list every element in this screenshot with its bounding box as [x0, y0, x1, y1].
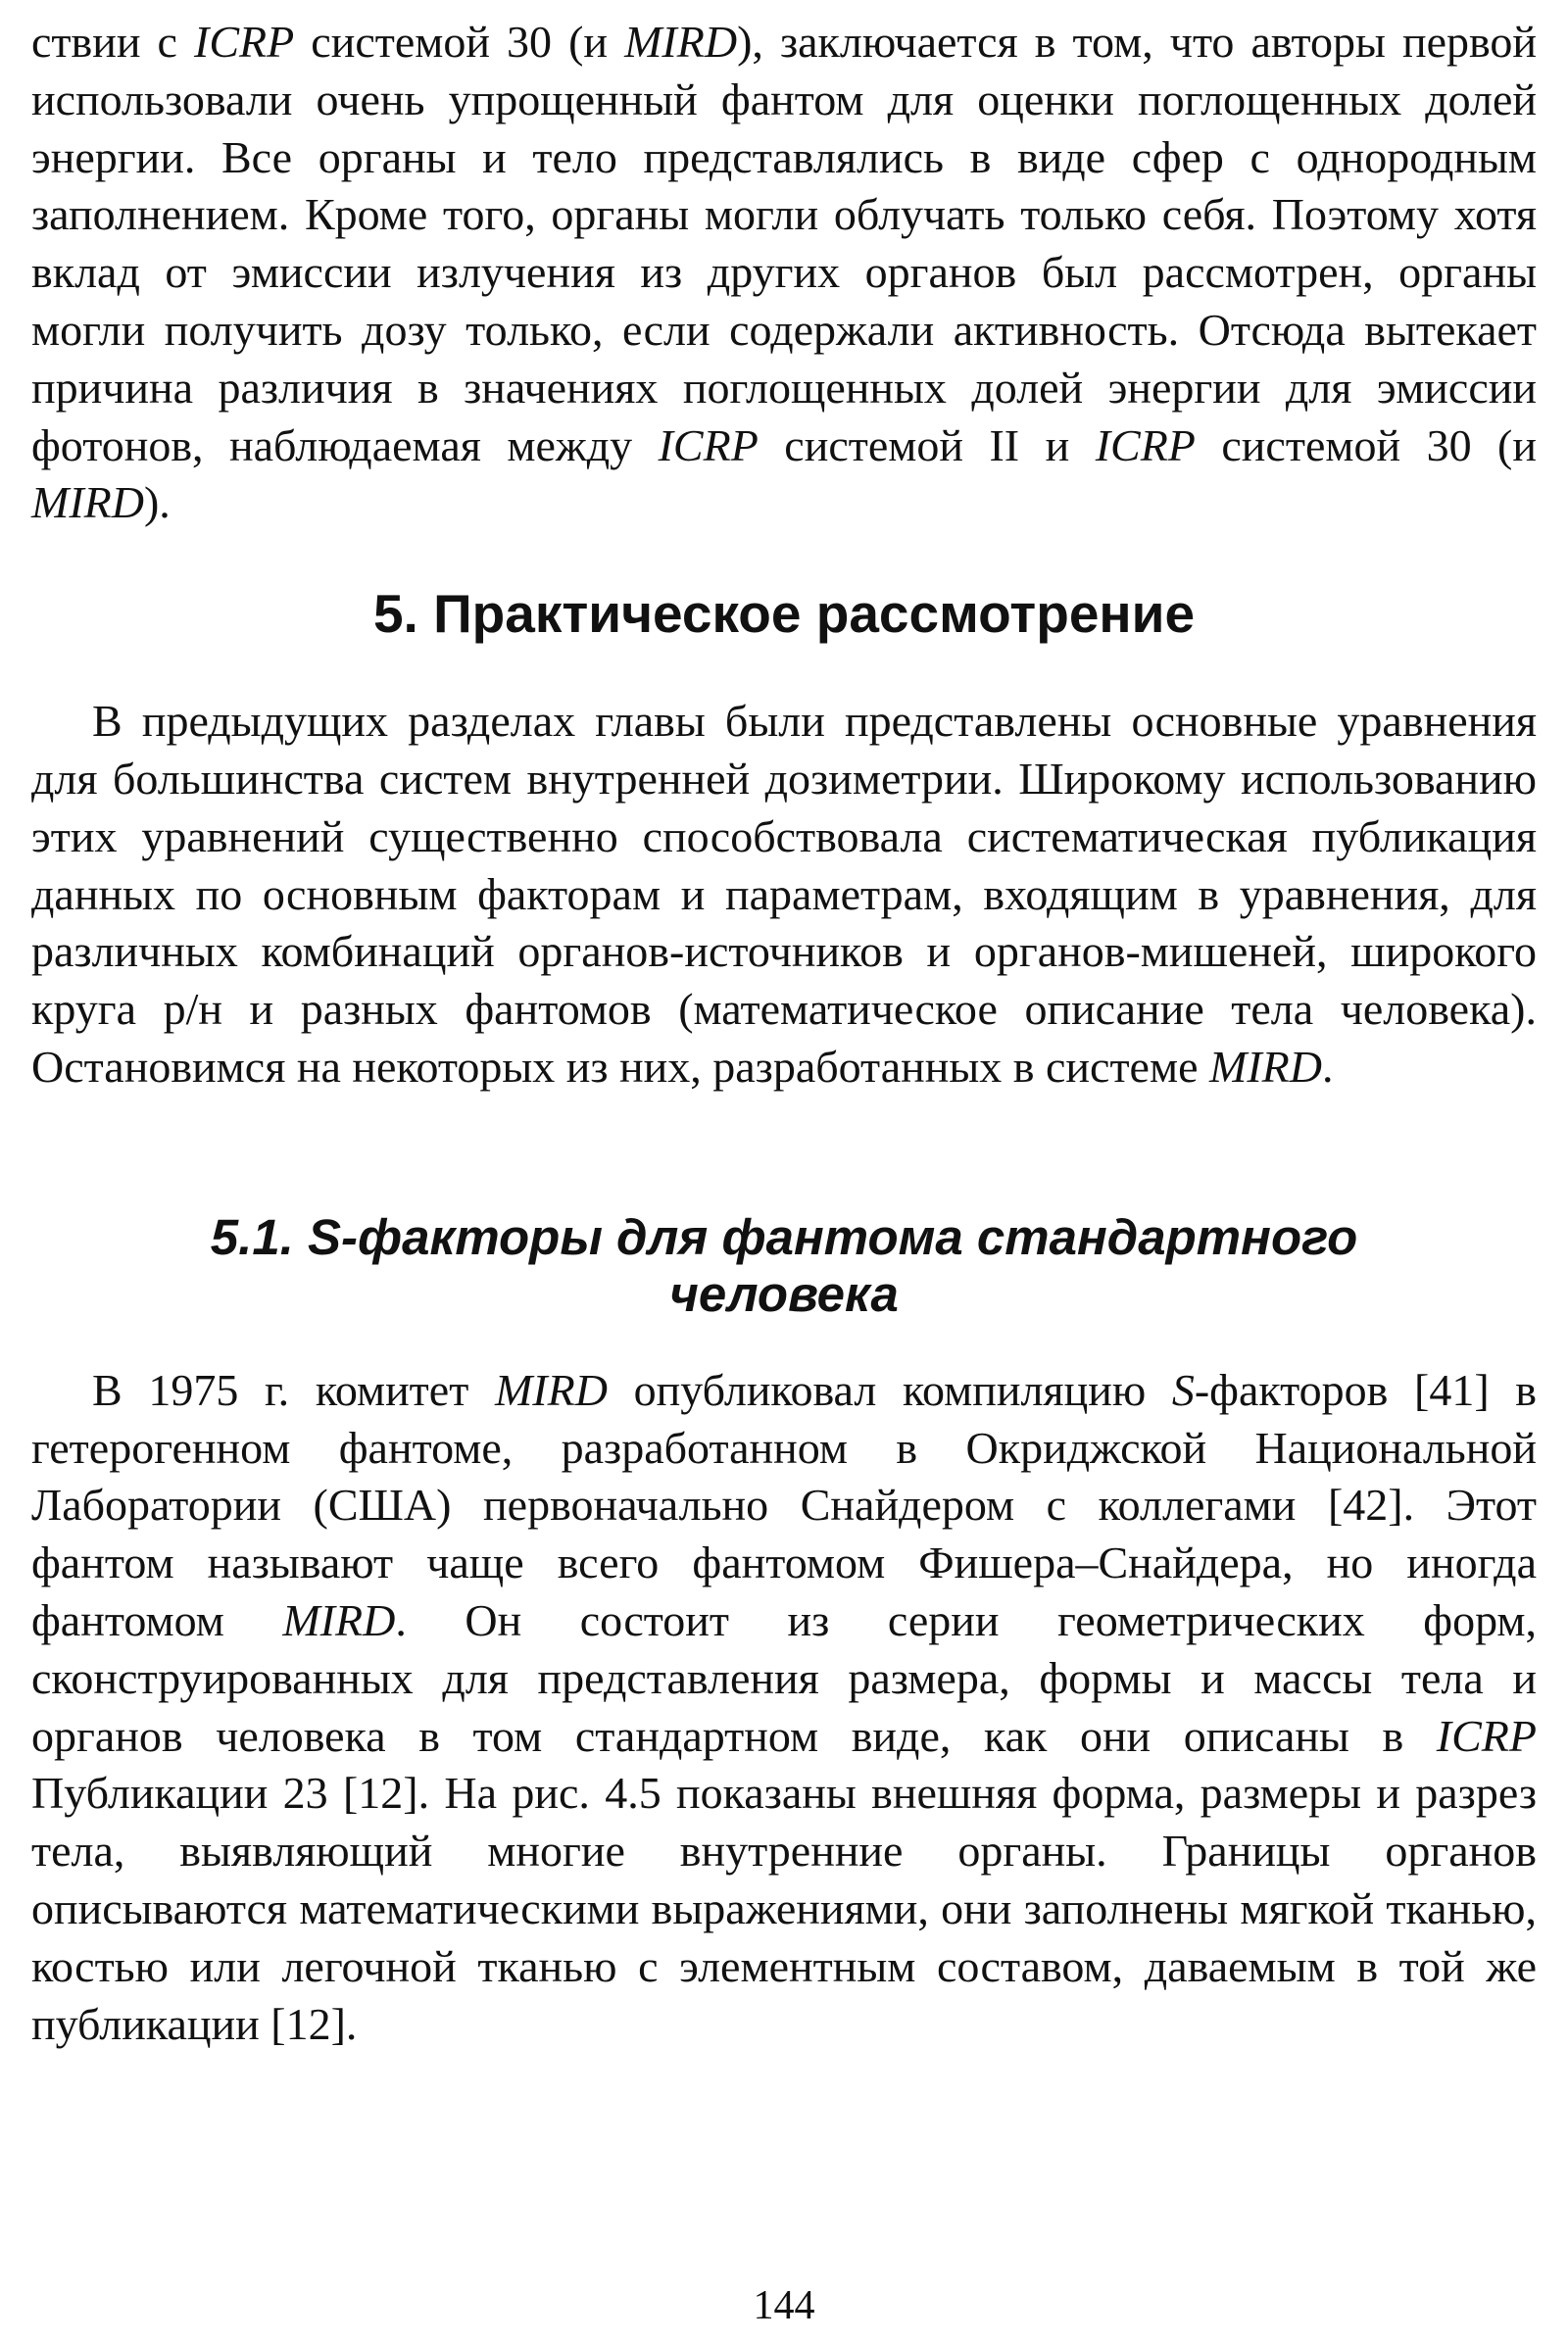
text-run: В 1975 г. комитет — [92, 1364, 495, 1415]
term-icrp: ICRP — [194, 17, 295, 67]
section-paragraph — [31, 693, 1537, 1097]
text-run: ствии с — [31, 17, 195, 67]
text-run: ). — [143, 477, 171, 528]
text-run: системой II и — [758, 419, 1096, 470]
text-run: . — [1321, 1041, 1334, 1092]
text-run: опубликовал компиляцию — [607, 1364, 1172, 1415]
term-mird: MIRD — [624, 17, 738, 67]
text-run: системой 30 (и — [294, 17, 625, 67]
document-page — [31, 14, 1537, 2053]
text-run: В предыдущих разделах главы были представлены основные уравнения для большинства систем внутренней дозиметрии. Широкому использованию этих уравнений существенно способствовала систематическая публикация данных по основным факторам и параметрам, входящим в уравнения, для различных комбинаций органов-источников и органов-мишеней, широкого круга р/н и разных фантомов (математическое описание тела человека). Остановимся на некоторых из них, разработанных в системе — [31, 696, 1537, 1092]
text-run: . Он состоит из серии геометрических форм, сконструированных для представления размера, формы и массы тела и органов человека в том стандартном виде, как они описаны в — [31, 1594, 1537, 1761]
subsection-heading-line-1: 5.1. S-факторы для фантома стандартного — [210, 1208, 1358, 1265]
continuation-paragraph — [31, 14, 1537, 532]
term-mird: MIRD — [1209, 1041, 1322, 1092]
term-icrp: ICRP — [658, 419, 759, 470]
text-run: -факторов [41] в гетерогенном фантоме, разработанном в Окриджской Национальной Лаборатории (США) первоначально Снайдером с коллегами [42]. Этот фантом называют чаще всего фантомом Фишера–Снайдера, но иногда фантомом — [31, 1364, 1538, 1645]
page-number: 144 — [753, 2283, 815, 2328]
text-run: ), заключается в том, что авторы первой использовали очень упрощенный фантом для оценки поглощенных долей энергии. Все органы и тело представлялись в виде сфер с однородным заполнением. Кроме того, органы могли облучать только себя. Поэтому хотя вклад от эмиссии излучения из других органов был рассмотрен, органы могли получить дозу только, если содержали активность. Отсюда вытекает причина различия в значениях поглощенных долей энергии для эмиссии фотонов, наблюдаемая между — [31, 17, 1538, 470]
section-heading: 5. Практическое рассмотрение — [372, 583, 1196, 645]
term-mird: MIRD — [282, 1594, 396, 1645]
term-mird: MIRD — [31, 477, 144, 528]
subsection-paragraph — [31, 1362, 1537, 2054]
subsection-heading — [31, 1209, 1537, 1323]
term-icrp: ICRP — [1436, 1710, 1537, 1761]
term-icrp: ICRP — [1095, 419, 1196, 470]
subsection-heading-line-2: человека — [669, 1265, 899, 1322]
term-mird: MIRD — [494, 1364, 608, 1415]
term-s: S — [1171, 1364, 1195, 1415]
text-run: системой 30 (и — [1195, 419, 1537, 470]
text-run: Публикации 23 [12]. На рис. 4.5 показаны внешняя форма, размеры и разрез тела, выявляющий многие внутренние органы. Границы органов описываются математическими выражениями, они заполнены мягкой тканью, костью или легочной тканью с элементным составом, даваемым в той же публикации [12]. — [31, 1768, 1537, 2049]
